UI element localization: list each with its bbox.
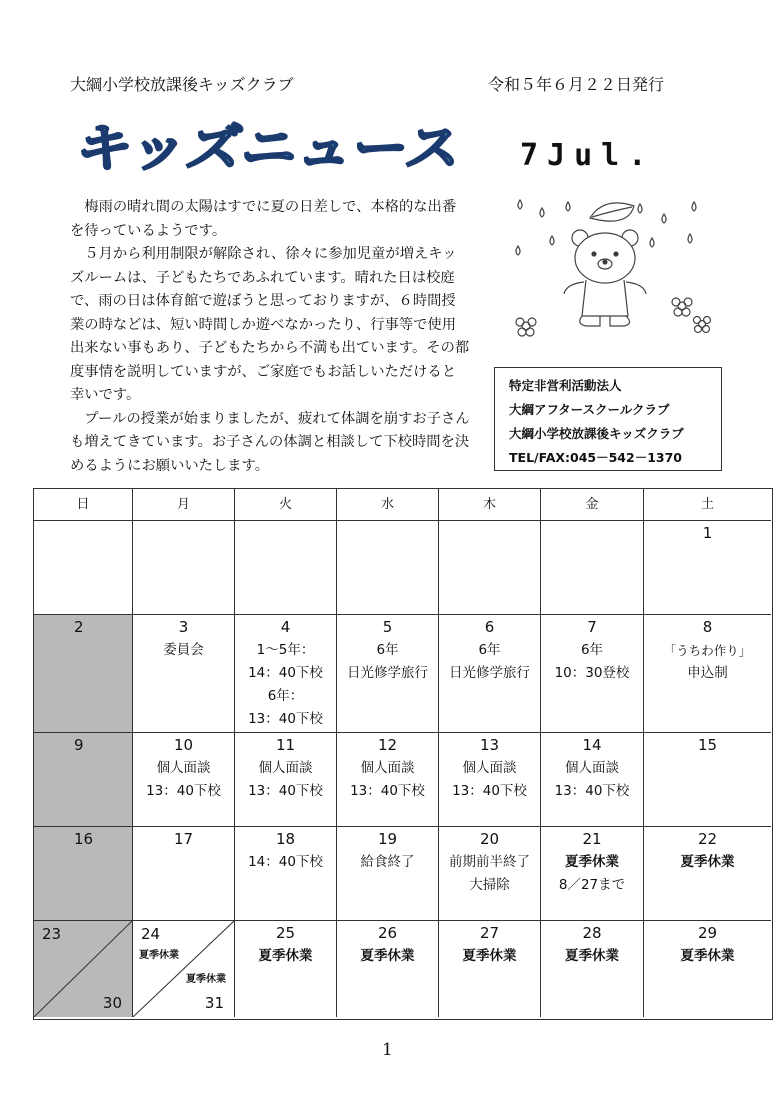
day-number: 13: [479, 736, 500, 754]
event-note: 前期前半終了: [449, 854, 530, 870]
weekday-header: 金: [541, 489, 644, 521]
day-number: 31: [204, 994, 224, 1012]
calendar-day-cell: [439, 521, 541, 615]
raindrop-icon: [516, 246, 520, 255]
calendar-day-cell: [439, 921, 541, 1017]
calendar-day-cell: [439, 615, 541, 733]
intro-paragraph-2: ５月から利用制限が解除され、徐々に参加児童が増えキッズルームは、子どもたちであふれています。晴れた日は校庭で、雨の日は体育館で遊ぼうと思っておりますが、６時間授業の時などは、短い時間しか遊べなかったり、行事等で使用出来ない事もあり、子どもたちから不満も出ています。その都度事情を説明していますが、ご家庭でもお話しいただけると幸いです。: [70, 246, 470, 403]
event-note: 日光修学旅行: [449, 665, 530, 681]
weekday-header: 日: [34, 489, 133, 521]
calendar-day-cell: [34, 615, 133, 733]
event-note: 13：40下校: [248, 711, 323, 727]
event-note: 個人面談: [360, 760, 415, 776]
contact-line-2: 大綱アフタースクールクラブ: [509, 402, 670, 417]
event-note: 「うちわ作り」: [663, 643, 752, 658]
raindrop-icon: [692, 202, 696, 211]
raindrop-icon: [650, 238, 654, 247]
day-number: 28: [582, 924, 602, 942]
event-note: 大掃除: [469, 877, 510, 893]
day-number: 15: [697, 736, 718, 754]
raindrop-icon: [566, 202, 570, 211]
event-note: 14：40下校: [248, 665, 323, 681]
calendar-day-cell: [541, 615, 644, 733]
weekday-header: 水: [337, 489, 439, 521]
organization-name: 大綱小学校放課後キッズクラブ: [70, 75, 294, 94]
day-number: 9: [74, 736, 84, 754]
day-number: 11: [275, 736, 296, 754]
day-number: 26: [377, 924, 398, 942]
flower-icon: [672, 298, 692, 316]
event-note: 夏季休業: [565, 948, 619, 964]
calendar-day-cell: [337, 615, 439, 733]
month-label: 7Jul.: [520, 138, 656, 173]
calendar-day-cell: [235, 521, 337, 615]
calendar-day-cell: [644, 921, 771, 1017]
day-number: 10: [173, 736, 194, 754]
event-note: 8／27まで: [558, 877, 626, 893]
raindrop-icon: [518, 200, 522, 209]
day-number: 5: [382, 618, 393, 636]
contact-box: [494, 367, 722, 471]
event-note: 給食終了: [360, 854, 415, 870]
calendar-day-cell: [337, 521, 439, 615]
day-number: 3: [178, 618, 189, 636]
intro-paragraph-3: プールの授業が始まりましたが、疲れて体調を崩すお子さんも増えてきています。お子さんの体調と相談して下校時間を決めるようにお願いいたします。: [70, 410, 470, 474]
calendar-day-cell: [644, 733, 771, 827]
bear-illustration-icon: [512, 186, 720, 344]
event-note: 申込制: [687, 665, 728, 681]
calendar-day-cell: [133, 921, 235, 1017]
calendar-day-cell: [34, 733, 133, 827]
event-note: 夏季休業: [565, 854, 619, 870]
raindrop-icon: [688, 234, 692, 243]
day-number: 8: [702, 618, 713, 636]
calendar-day-cell: [541, 921, 644, 1017]
event-note: 夏季休業: [186, 974, 226, 985]
event-note: 夏季休業: [258, 948, 313, 964]
day-number: 2: [74, 618, 84, 636]
calendar-day-cell: [644, 521, 771, 615]
page-number: 1: [382, 1040, 393, 1060]
day-number: 14: [582, 736, 602, 754]
day-number: 21: [582, 830, 602, 848]
event-note: 13：40下校: [554, 783, 630, 799]
calendar-day-cell: [541, 827, 644, 921]
raindrop-icon: [540, 208, 544, 217]
calendar-day-cell: [133, 733, 235, 827]
newsletter-title: [78, 112, 470, 184]
calendar-day-cell: [439, 827, 541, 921]
calendar-day-cell: [235, 921, 337, 1017]
calendar-day-cell: [644, 827, 771, 921]
event-note: 夏季休業: [139, 950, 179, 961]
day-number: 1: [702, 524, 713, 542]
event-note: 1～5年：: [256, 642, 315, 658]
event-note: 日光修学旅行: [347, 665, 428, 681]
event-note: 13：40下校: [248, 783, 323, 799]
day-number: 27: [479, 924, 500, 942]
calendar-day-cell: [34, 921, 133, 1017]
calendar-day-cell: [541, 733, 644, 827]
contact-phone: TEL/FAX:045－542－1370: [509, 450, 682, 465]
event-note: 6年: [478, 642, 501, 658]
weekday-header: 木: [439, 489, 541, 521]
flower-icon: [516, 318, 536, 336]
day-number: 16: [74, 830, 94, 848]
event-note: 個人面談: [156, 760, 211, 776]
day-number: 7: [587, 618, 597, 636]
event-note: 6年: [376, 642, 399, 658]
event-note: 14：40下校: [248, 854, 323, 870]
calendar-day-cell: [34, 827, 133, 921]
calendar-day-cell: [337, 921, 439, 1017]
day-number: 19: [377, 830, 398, 848]
calendar-day-cell: [337, 733, 439, 827]
event-note: 13：40下校: [452, 783, 527, 799]
calendar-day-cell: [644, 615, 771, 733]
weekday-header: 火: [235, 489, 337, 521]
calendar-day-cell: [235, 615, 337, 733]
issue-date: 令和５年６月２２日発行: [488, 75, 665, 94]
day-number: 6: [484, 618, 495, 636]
day-number: 12: [377, 736, 398, 754]
day-number: 4: [280, 618, 291, 636]
day-number: 29: [697, 924, 718, 942]
day-number: 25: [275, 924, 296, 942]
raindrop-icon: [662, 214, 666, 223]
calendar-day-cell: [337, 827, 439, 921]
day-number: 18: [275, 830, 296, 848]
calendar-day-cell: [133, 615, 235, 733]
event-note: 個人面談: [258, 760, 313, 776]
raindrop-icon: [638, 204, 642, 213]
event-note: 13：40下校: [350, 783, 425, 799]
calendar-table: [33, 488, 773, 1020]
calendar-day-cell: [439, 733, 541, 827]
calendar-day-cell: [235, 733, 337, 827]
event-note: 6年: [580, 642, 604, 658]
event-note: 夏季休業: [680, 854, 735, 870]
event-note: 6年：: [267, 688, 304, 704]
event-note: 夏季休業: [462, 948, 517, 964]
calendar-day-cell: [235, 827, 337, 921]
day-number: 17: [173, 830, 194, 848]
event-note: 個人面談: [565, 760, 619, 776]
calendar-day-cell: [133, 521, 235, 615]
newsletter-title-text: キッズニュース: [78, 119, 442, 179]
event-note: 13：40下校: [146, 783, 221, 799]
day-number: 22: [697, 830, 718, 848]
day-number: 20: [479, 830, 500, 848]
weekday-header: 月: [133, 489, 235, 521]
day-number: 23: [42, 925, 62, 943]
calendar-day-cell: [541, 521, 644, 615]
event-note: 10：30登校: [554, 665, 630, 681]
calendar-day-cell: [133, 827, 235, 921]
event-note: 夏季休業: [360, 948, 415, 964]
day-number: 30: [102, 994, 122, 1012]
weekday-header: 土: [644, 489, 771, 521]
event-note: 夏季休業: [680, 948, 735, 964]
contact-line-3: 大綱小学校放課後キッズクラブ: [509, 426, 684, 441]
raindrop-icon: [550, 236, 554, 245]
flower-icon: [694, 317, 711, 333]
contact-line-1: 特定非営利活動法人: [509, 378, 622, 393]
event-note: 委員会: [163, 642, 204, 658]
intro-paragraph-1: 梅雨の晴れ間の太陽はすでに夏の日差しで、本格的な出番を待っているようです。: [70, 199, 457, 239]
day-number: 24: [141, 925, 161, 943]
event-note: 個人面談: [462, 760, 517, 776]
intro-text: [70, 196, 470, 478]
calendar-day-cell: [34, 521, 133, 615]
